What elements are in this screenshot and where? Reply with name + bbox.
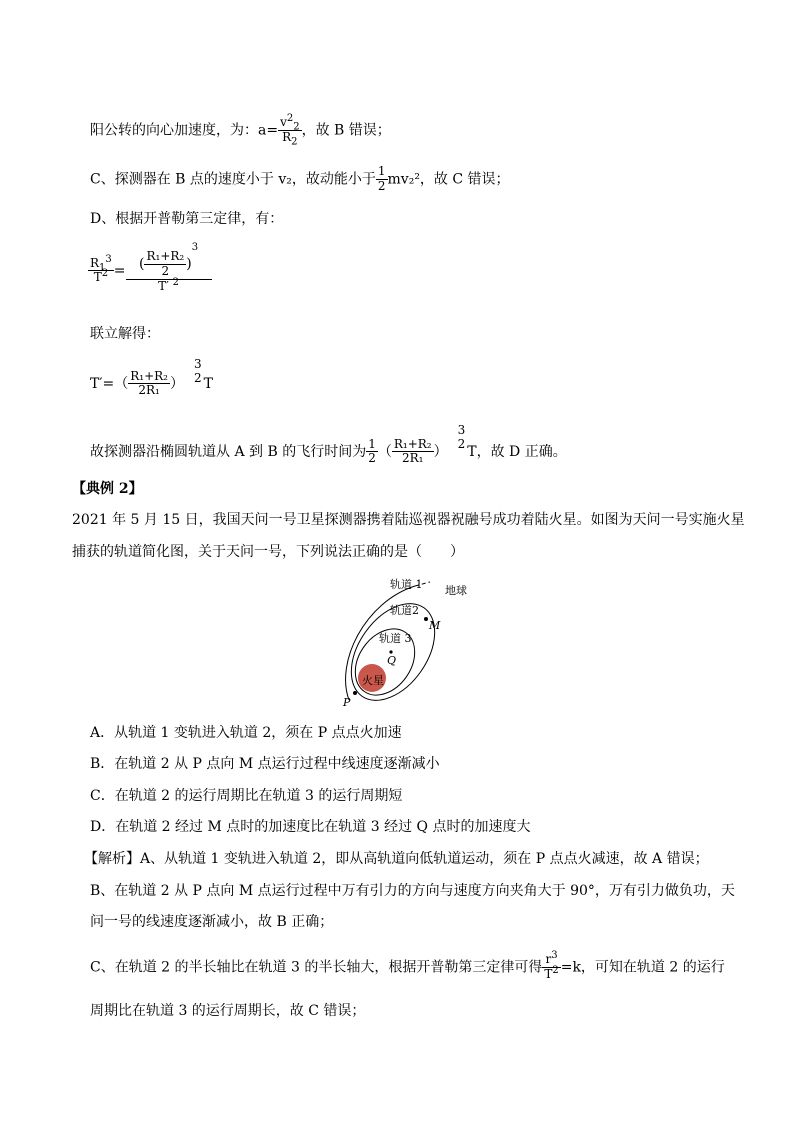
stem-line-2: 捕获的轨道简化图，关于天问一号，下列说法正确的是（ ） [72, 544, 464, 560]
line-a-prefix: 阳公转的向心加速度，为：a= [90, 122, 279, 139]
analysis-b-line-1: B、在轨道 2 从 P 点向 M 点运行过程中万有引力的方向与速度方向夹角大于 90°，万有引力做负功，天 [90, 883, 735, 899]
label-mars: 火星 [362, 674, 384, 687]
label-P: P [343, 696, 351, 709]
analysis-c-line-2: 周期比在轨道 3 的运行周期长，故 C 错误； [90, 1003, 366, 1019]
line-a-suffix: ，故 B 错误； [301, 122, 391, 139]
solve-line: 联立解得： [90, 326, 160, 342]
label-orbit1: 轨道 1 [390, 578, 423, 591]
answer-line-c: C、探测器在 B 点的速度小于 v₂，故动能小于 $\frac{1}{2}$ mv₂²，故 C 错误； [90, 164, 510, 193]
option-c: C．在轨道 2 的运行周期比在轨道 3 的运行周期短 [90, 788, 403, 804]
analysis-a: 【解析】A、从轨道 1 变轨进入轨道 2，即从高轨道向低轨道运动，须在 P 点点火减速，故 A 错误； [84, 851, 709, 867]
label-M: M [429, 619, 441, 632]
half-fraction: $\frac{1}{2}$ [377, 164, 386, 193]
option-d: D．在轨道 2 经过 M 点时的加速度比在轨道 3 经过 Q 点时的加速度大 [90, 819, 531, 835]
accel-fraction: $\frac{v^2_2}{R_2}$ [280, 113, 300, 148]
answer-line-d: D、根据开普勒第三定律，有： [90, 211, 284, 227]
tprime-expression: T′=（ $\frac{\text{R₁+R₂}}{\text{2R₁}}$ ） 3 2 T [90, 357, 213, 398]
kepler-equation: $\frac{R_1^3}{T^2}$ = ( $\frac{\text{R₁+R₂}}{2}$ )$^3$ T′ $^2$ [88, 248, 212, 294]
label-Q: Q [387, 654, 397, 667]
option-a: A．从轨道 1 变轨进入轨道 2，须在 P 点点火加速 [90, 725, 402, 741]
label-earth: 地球 [445, 584, 467, 597]
orbit-figure [335, 572, 495, 712]
label-orbit2: 轨道2 [390, 604, 419, 617]
stem-line-1: 2021 年 5 月 15 日，我国天问一号卫星探测器携着陆巡视器祝融号成功着陆火星。如图为天问一号实施火星 [72, 512, 745, 528]
point-P [353, 691, 357, 695]
analysis-c-line-1: C、在轨道 2 的半长轴比在轨道 3 的半长轴大，根据开普勒第三定律可得 $\frac{r^3}{T^2}$ =k，可知在轨道 2 的运行 [90, 950, 725, 981]
label-orbit3: 轨道 3 [379, 632, 412, 645]
conclusion-line: 故探测器沿椭圆轨道从 A 到 B 的飞行时间为 $\frac{1}{2}$ （ $\frac{\text{R₁+R₂}}{\text{2R₁}}$ ） 3 2 T，故 D 正确。 [90, 423, 567, 466]
option-b: B．在轨道 2 从 P 点向 M 点运行过程中线速度逐渐减小 [90, 756, 440, 772]
example-heading: 【典例 2】 [72, 481, 143, 497]
answer-line-b [90, 113, 391, 148]
point-M [424, 617, 428, 621]
analysis-b-line-2: 问一号的线速度逐渐减小，故 B 正确； [90, 914, 334, 930]
